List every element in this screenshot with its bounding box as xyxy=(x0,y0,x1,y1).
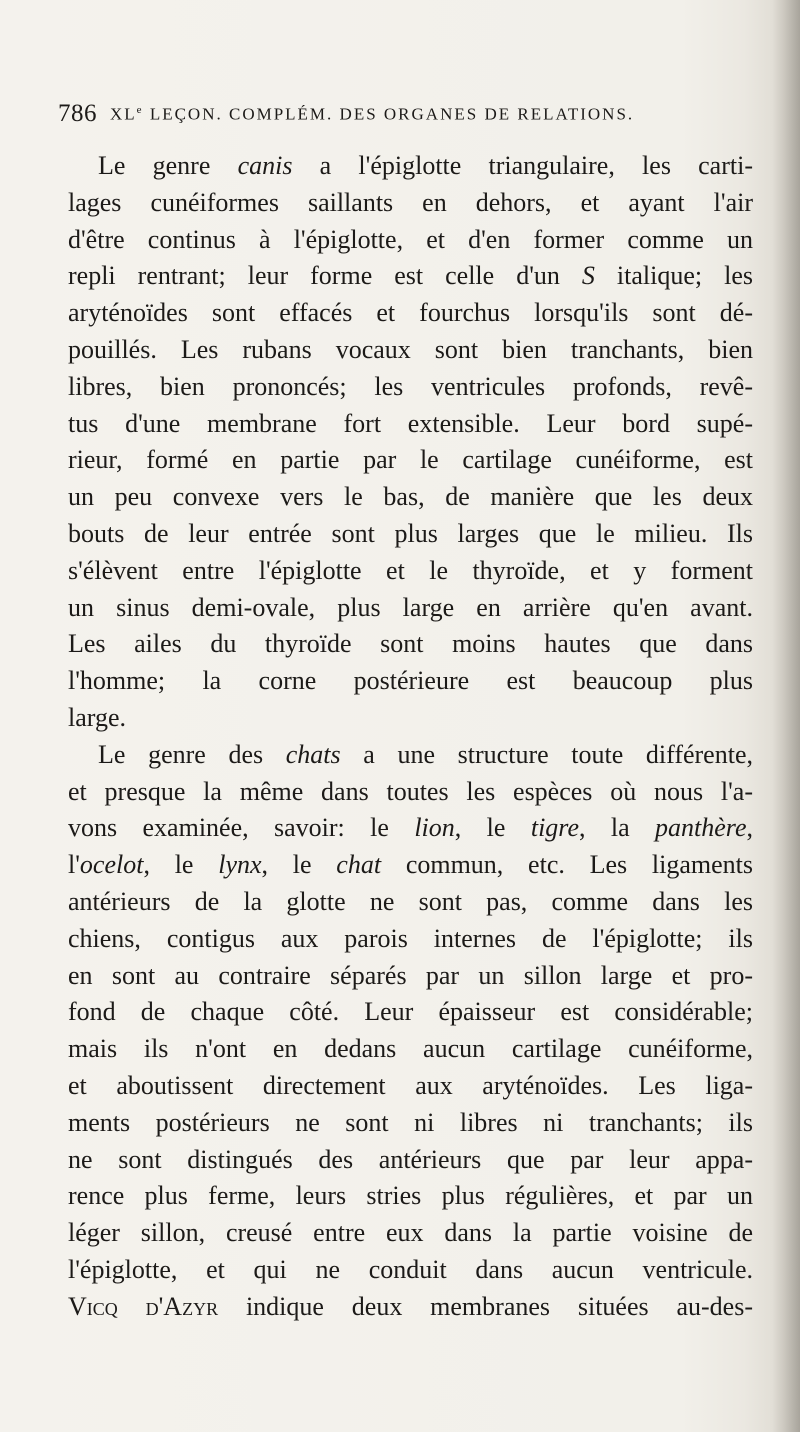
text-line: rence plus ferme, leurs stries plus régulières, et par un xyxy=(68,1181,753,1211)
text-line: fond de chaque côté. Leur épaisseur est considérable; xyxy=(68,997,753,1027)
text-line: l'épiglotte, et qui ne conduit dans aucun ventricule. xyxy=(68,1254,753,1284)
text-line: d'être continus à l'épiglotte, et d'en former comme un xyxy=(68,224,753,254)
page-edge-shadow xyxy=(772,0,800,1432)
body-text xyxy=(68,148,753,1326)
text-line: large. xyxy=(68,702,126,732)
text-line: bouts de leur entrée sont plus larges que le milieu. Ils xyxy=(68,518,753,548)
text-line: libres, bien prononcés; les ventricules profonds, revê- xyxy=(68,371,753,401)
text-line: Vicq d'Azyr indique deux membranes situées au-des- xyxy=(68,1291,753,1321)
text-line: léger sillon, creusé entre eux dans la partie voisine de xyxy=(68,1218,753,1248)
text-line: Le genre canis a l'épiglotte triangulaire, les carti- xyxy=(98,151,753,180)
text-line: rieur, formé en partie par le cartilage cunéiforme, est xyxy=(68,445,753,475)
text-line: s'élèvent entre l'épiglotte et le thyroïde, et y forment xyxy=(68,555,753,585)
text-line: et presque la même dans toutes les espèces où nous l'a- xyxy=(68,776,753,806)
text-line: Les ailes du thyroïde sont moins hautes que dans xyxy=(68,629,753,659)
text-line: tus d'une membrane fort extensible. Leur bord supé- xyxy=(68,408,753,438)
page-header xyxy=(58,100,758,136)
text-line: pouillés. Les rubans vocaux sont bien tranchants, bien xyxy=(68,334,753,364)
text-line: vons examinée, savoir: le lion, le tigre, la panthère, xyxy=(68,813,754,843)
text-line: antérieurs de la glotte ne sont pas, comme dans les xyxy=(68,886,753,916)
page-number: 786 xyxy=(58,100,97,127)
text-line: un peu convexe vers le bas, de manière que les deux xyxy=(68,482,753,512)
running-head: XLe LEÇON. COMPLÉM. DES ORGANES DE RELATIONS. xyxy=(110,104,635,124)
text-line: l'ocelot, le lynx, le chat commun, etc. Les ligaments xyxy=(68,850,753,880)
text-line: ments postérieurs ne sont ni libres ni tranchants; ils xyxy=(68,1107,753,1137)
text-line: mais ils n'ont en dedans aucun cartilage cunéiforme, xyxy=(68,1034,753,1064)
text-line: Le genre des chats a une structure toute différente, xyxy=(98,739,753,769)
text-line: ne sont distingués des antérieurs que par leur appa- xyxy=(68,1144,753,1174)
text-line: repli rentrant; leur forme est celle d'un S italique; les xyxy=(68,261,753,291)
text-line: un sinus demi-ovale, plus large en arrière qu'en avant. xyxy=(68,592,753,622)
text-line: et aboutissent directement aux aryténoïdes. Les liga- xyxy=(68,1070,753,1100)
text-line: en sont au contraire séparés par un sillon large et pro- xyxy=(68,960,753,990)
text-line: lages cunéiformes saillants en dehors, et ayant l'air xyxy=(68,187,753,217)
text-line: aryténoïdes sont effacés et fourchus lorsqu'ils sont dé- xyxy=(68,298,753,328)
text-line: chiens, contigus aux parois internes de l'épiglotte; ils xyxy=(68,923,753,953)
text-line: l'homme; la corne postérieure est beaucoup plus xyxy=(68,666,753,696)
